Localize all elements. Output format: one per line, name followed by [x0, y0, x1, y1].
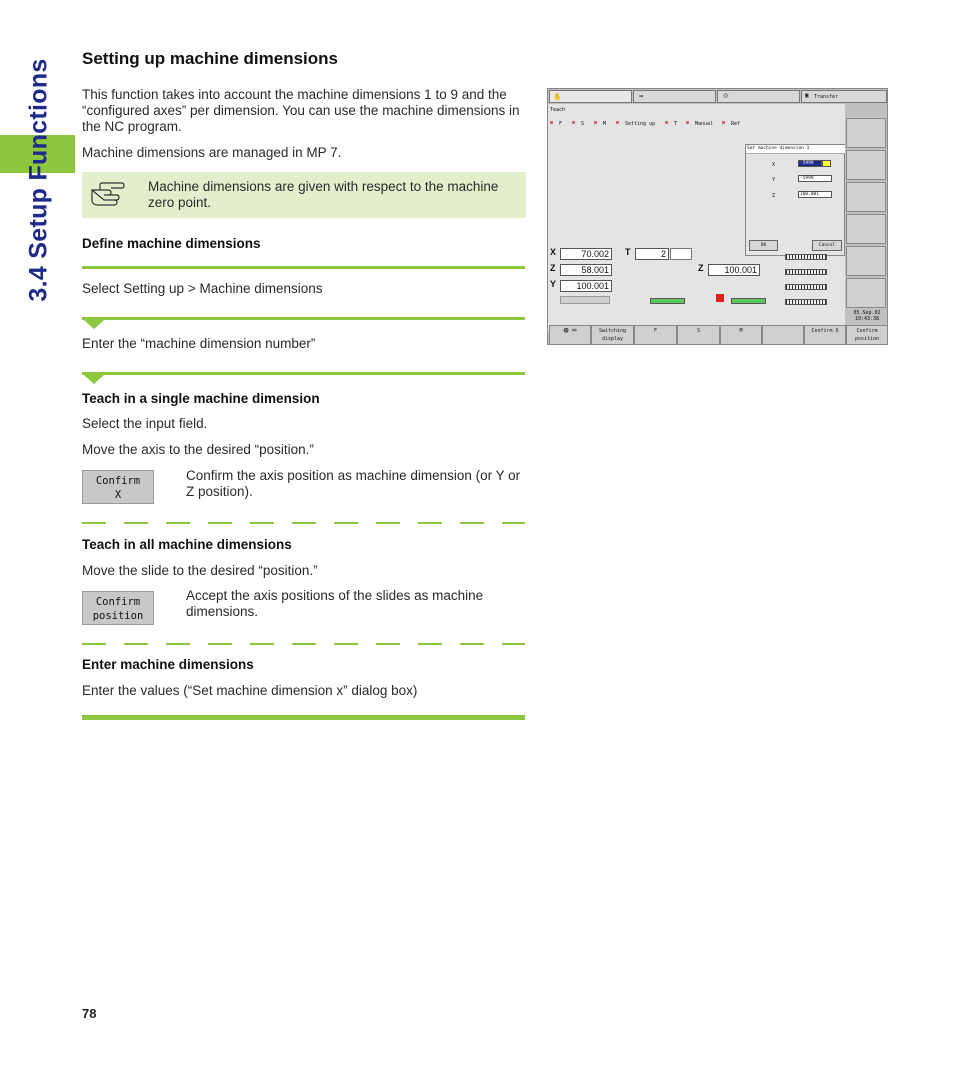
screen-tab-simulation: [717, 90, 800, 103]
menu-item: M: [603, 121, 607, 127]
control-screenshot: [547, 88, 888, 345]
step-arrow-icon: [84, 375, 104, 384]
menu-item: Setting up: [625, 121, 656, 127]
green-rule: [82, 317, 525, 320]
confirm-x-desc: Confirm the axis position as machine dimension (or Y or Z position).: [186, 468, 521, 499]
menu-icon: ⊞: [616, 120, 620, 126]
green-rule: [82, 372, 525, 375]
dialog-x-highlight: [822, 160, 831, 167]
pos-z2-value: 100.001: [708, 264, 760, 276]
screen-right-softkey: [846, 150, 886, 180]
teach-single-step-1: Select the input field.: [82, 416, 208, 431]
screen-softkey-confirm-x: Confirm X: [804, 325, 846, 345]
teach-single-heading: Teach in a single machine dimension: [82, 391, 320, 406]
screen-softkey-m: M: [720, 325, 762, 345]
dialog-y-label: Y: [772, 177, 776, 183]
screen-bottom-softkey-icons: [549, 325, 591, 345]
dialog-title: Set machine dimension 1: [746, 145, 845, 154]
screen-softkey-switching-display: Switching display: [591, 325, 634, 345]
screen-work-area: [548, 104, 845, 332]
screen-right-softkey: [846, 246, 886, 276]
load-gauge-z: [785, 269, 827, 275]
pos-c-field: [560, 296, 610, 304]
enter-step-1: Enter the values (“Set machine dimension x” dialog box): [82, 683, 418, 698]
pos-y-value: 100.001: [560, 280, 612, 292]
dialog-z-field: 100.001: [798, 191, 832, 198]
dialog-cancel-button: Cancel: [812, 240, 842, 251]
confirm-position-softkey: Confirm position: [82, 591, 154, 625]
define-step-2: Enter the “machine dimension number”: [82, 336, 316, 351]
menu-item: S: [581, 121, 585, 127]
green-rule: [82, 266, 525, 269]
note-text: Machine dimensions are given with respect to the machine zero point.: [148, 179, 499, 210]
dialog-x-label: X: [772, 162, 776, 168]
pos-x-value: 70.002: [560, 248, 612, 260]
pos-z-label: Z: [550, 263, 556, 273]
tool-offset-field: [670, 248, 692, 260]
pointing-hand-icon: [90, 180, 126, 208]
screen-tab-row: [548, 89, 888, 104]
menu-item: Ref: [731, 121, 741, 127]
side-chapter-title: 3.4 Setup Functions: [24, 58, 53, 302]
screen-menu-bar: [550, 120, 750, 128]
teach-all-step-1: Move the slide to the desired “position.”: [82, 563, 318, 578]
pos-z-value: 58.001: [560, 264, 612, 276]
step-arrow-icon: [84, 320, 104, 329]
screen-softkey-s: S: [677, 325, 720, 345]
menu-icon: ⊞: [550, 120, 554, 126]
screen-tab-transfer-label: Transfer: [814, 94, 839, 100]
screen-clock: 05.Sep.02 10:43:38: [853, 310, 881, 322]
mp-note: Machine dimensions are managed in MP 7.: [82, 145, 342, 160]
define-step-1: Select Setting up > Machine dimensions: [82, 281, 323, 296]
dialog-x-field: -5999: [798, 160, 822, 167]
tool-t-value: 2: [635, 248, 669, 260]
menu-item: Manual: [695, 121, 714, 127]
screen-right-softkey: [846, 278, 886, 308]
screen-right-softkey: [846, 214, 886, 244]
green-rule: [82, 715, 525, 720]
screen-right-softkey: [846, 182, 886, 212]
load-gauge-spindle: [785, 299, 827, 305]
crosshair-icon: ⊕: [563, 326, 569, 336]
pos-y-label: Y: [550, 279, 557, 289]
pos-z2-label: Z: [698, 263, 704, 273]
screen-tab-program-run: [633, 90, 716, 103]
dashed-separator: [82, 522, 525, 524]
confirm-x-softkey: Confirm X: [82, 470, 154, 504]
teach-all-heading: Teach in all machine dimensions: [82, 537, 292, 552]
pos-x-label: X: [550, 247, 557, 257]
confirm-position-desc: Accept the axis positions of the slides as machine dimensions.: [186, 588, 484, 619]
define-heading: Define machine dimensions: [82, 236, 261, 251]
load-gauge-c: [785, 284, 827, 290]
menu-item: F: [559, 121, 563, 127]
spindle-stop-icon: [716, 294, 724, 302]
enter-heading: Enter machine dimensions: [82, 657, 254, 672]
screen-mode-label: Teach: [550, 107, 566, 113]
feed-bar: [650, 298, 685, 304]
menu-item: T: [674, 121, 678, 127]
page-number: 78: [82, 1006, 97, 1021]
screen-tab-transfer: [801, 90, 887, 103]
menu-icon: ⊞: [572, 120, 576, 126]
screen-softkey-f: F: [634, 325, 677, 345]
set-dimension-dialog: [745, 144, 845, 256]
screen-softkey-confirm-position: Confirm position: [846, 325, 888, 345]
simulation-icon: ⟐: [723, 92, 729, 100]
floppy-icon: ▣: [805, 92, 809, 99]
dashed-separator: [82, 643, 525, 645]
page-title: Setting up machine dimensions: [82, 49, 338, 68]
screen-right-softkey: [846, 118, 886, 148]
dialog-z-label: Z: [772, 193, 776, 199]
menu-icon: ⊞: [686, 120, 690, 126]
menu-icon: ⊞: [665, 120, 669, 126]
screen-softkey-empty: [762, 325, 804, 345]
spindle-bar: [731, 298, 766, 304]
keyboard-icon: ⌨: [571, 326, 577, 335]
dialog-y-field: -5999: [798, 175, 832, 182]
load-gauge-x: [785, 254, 827, 260]
menu-icon: ⊞: [594, 120, 598, 126]
program-run-icon: ⇛: [639, 92, 644, 100]
intro-text: This function takes into account the machine dimensions 1 to 9 and the “configured axes” per dimension. You can use the machine dimensions in the NC program.: [82, 87, 520, 134]
dialog-ok-button: OK: [749, 240, 778, 251]
menu-icon: ⊞: [722, 120, 726, 126]
tool-t-label: T: [625, 247, 631, 257]
screen-tab-machine: [549, 90, 632, 103]
hand-icon: ✋: [553, 93, 562, 101]
teach-single-step-2: Move the axis to the desired “position.”: [82, 442, 314, 457]
